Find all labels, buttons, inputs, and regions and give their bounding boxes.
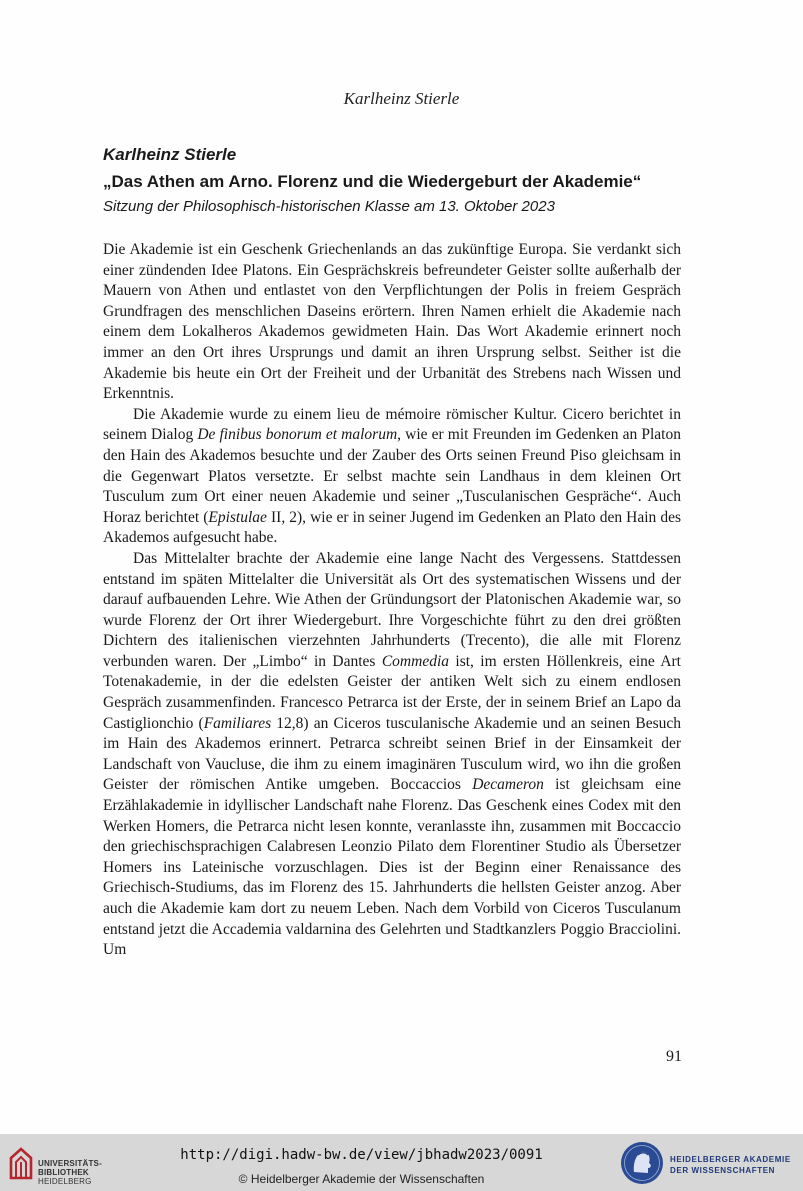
paragraph-text: 12,8) an Ciceros tusculanische Akademie und an seinen Besuch im Hain des Akademos erinnert. Petrarca schreibt seinen Brief in der Einsamkeit der Landschaft von Vaucluse, die ihm zu einem imaginären Tusculum wird, wo ihn die großen Geister der römischen Antike umgeben. Boccaccios: [103, 714, 681, 794]
paragraph-text: Die Akademie ist ein Geschenk Griechenlands an das zukünftige Europa. Sie verdankt sich einer zündenden Idee Platons. Ein Gesprächskreis befreundeter Geister sollte außerhalb der Mauern von Athen und entlastet von den Verpflichtungen der Polis in freiem Gespräch Grundfragen des menschlichen Daseins erörtern. Ihren Namen erhielt die Akademie nach einem dem Lokalheros Akademos gewidmeten Hain. Das Wort Akademie erinnert noch immer an den Ort ihres Ursprungs und damit an ihren Ursprung selbst. Seither ist die Akademie bis heute ein Ort der Freiheit und der Urbanität des Strebens nach Wissen und Erkenntnis.: [103, 241, 681, 403]
academy-logo[interactable]: [619, 1138, 803, 1188]
italic-title-text: Epistulae: [208, 508, 267, 526]
academy-name: [670, 1154, 791, 1176]
running-head: Karlheinz Stierle: [343, 89, 460, 108]
article-author: Karlheinz Stierle: [103, 145, 237, 164]
body-paragraph: [103, 549, 681, 961]
hadw-name-line-2: DER WISSENSCHAFTEN: [670, 1166, 776, 1175]
ub-city: HEIDELBERG: [38, 1177, 92, 1186]
article-title: „Das Athen am Arno. Florenz und die Wiedergeburt der Akademie“: [103, 172, 642, 191]
paragraph-text: ist gleichsam eine Erzählakademie in idyllischer Landschaft nahe Florenz. Das Geschenk eines Codex mit den Werken Homers, die Petrarca nicht lesen konnte, veranlasste ihn, zusammen mit Boccaccio den griechischsprachigen Calabresen Leonzio Pilato dem Florentiner Studio als Übersetzer Homers ins Lateinische vorzuschlagen. Dies ist der Beginn einer Renaissance des Griechisch-Studiums, das im Florenz des 15. Jahrhunderts die hellsten Geister anzog. Aber auch die Akademie kam dort zu neuem Leben. Nach dem Vorbild von Ciceros Tusculanum entstand jetzt die Accademia valdarnina des Gelehrten und Stadtkanzlers Poggio Bracciolini. Um: [103, 776, 681, 959]
ub-name-line-2: BIBLIOTHEK: [38, 1168, 89, 1177]
viewer-footer: [0, 1134, 803, 1191]
permalink-url[interactable]: http://digi.hadw-bw.de/view/jbhadw2023/0091: [180, 1147, 543, 1163]
ub-name-line-1: UNIVERSITÄTS-: [38, 1159, 102, 1168]
hadw-name-line-1: HEIDELBERGER AKADEMIE: [670, 1155, 791, 1164]
paragraph-text: ist, im ersten Höllenkreis, eine Art Totenakademie, in der die edelsten Geister der antiken Welt sich zu einem endlosen Gespräch zusammenfinden. Francesco Petrarca ist der Erste, der in seinem Brief an Lapo da Castiglionchio (: [103, 652, 681, 732]
article-subtitle: Sitzung der Philosophisch-historischen Klasse am 13. Oktober 2023: [103, 198, 555, 215]
paragraph-text: Die Akademie wurde zu einem lieu de mémoire römischer Kultur. Cicero berichtet in seinem Dialog: [103, 405, 681, 444]
paragraph-text: , wie er mit Freunden im Gedenken an Platon den Hain des Akademos besuchte und der Zauber des Orts seinen Freund Piso gleichsam in die Gegenwart Platos versetzte. Er selbst machte sein Landhaus in dem kleinen Ort Tusculum zum Ort einer neuen Akademie und seiner „Tusculanischen Gespräche“. Auch Horaz berichtet (: [103, 426, 681, 526]
page-number: 91: [666, 1048, 682, 1065]
paragraph-text: II, 2), wie er in seiner Jugend im Gedenken an Plato den Hain des Akademos aufgesucht habe.: [103, 508, 681, 547]
body-paragraph: [103, 405, 681, 549]
paragraph-text: Das Mittelalter brachte der Akademie eine lange Nacht des Vergessens. Stattdessen entstand im späten Mittelalter die Universität als Ort des systematischen Wissens und der darauf aufbauenden Lehre. Wie Athen der Gründungsort der Platonischen Akademie war, so wurde Florenz der Ort ihrer Wiedergeburt. Ihre Vorgeschichte führt zu den drei größten Dichtern des italienischen vierzehnten Jahrhunderts (Trecento), die alle mit Florenz verbunden waren. Der „Limbo“ in Dantes: [103, 549, 681, 670]
academy-seal-icon: [619, 1140, 665, 1186]
italic-title-text: De finibus bonorum et malorum: [197, 426, 398, 444]
article-body: [103, 240, 681, 961]
copyright-notice: © Heidelberger Akademie der Wissenschaften: [238, 1172, 485, 1186]
body-paragraph: [103, 240, 681, 405]
italic-title-text: Decameron: [472, 776, 544, 794]
italic-title-text: Familiares: [203, 714, 272, 732]
italic-title-text: Commedia: [381, 652, 450, 670]
